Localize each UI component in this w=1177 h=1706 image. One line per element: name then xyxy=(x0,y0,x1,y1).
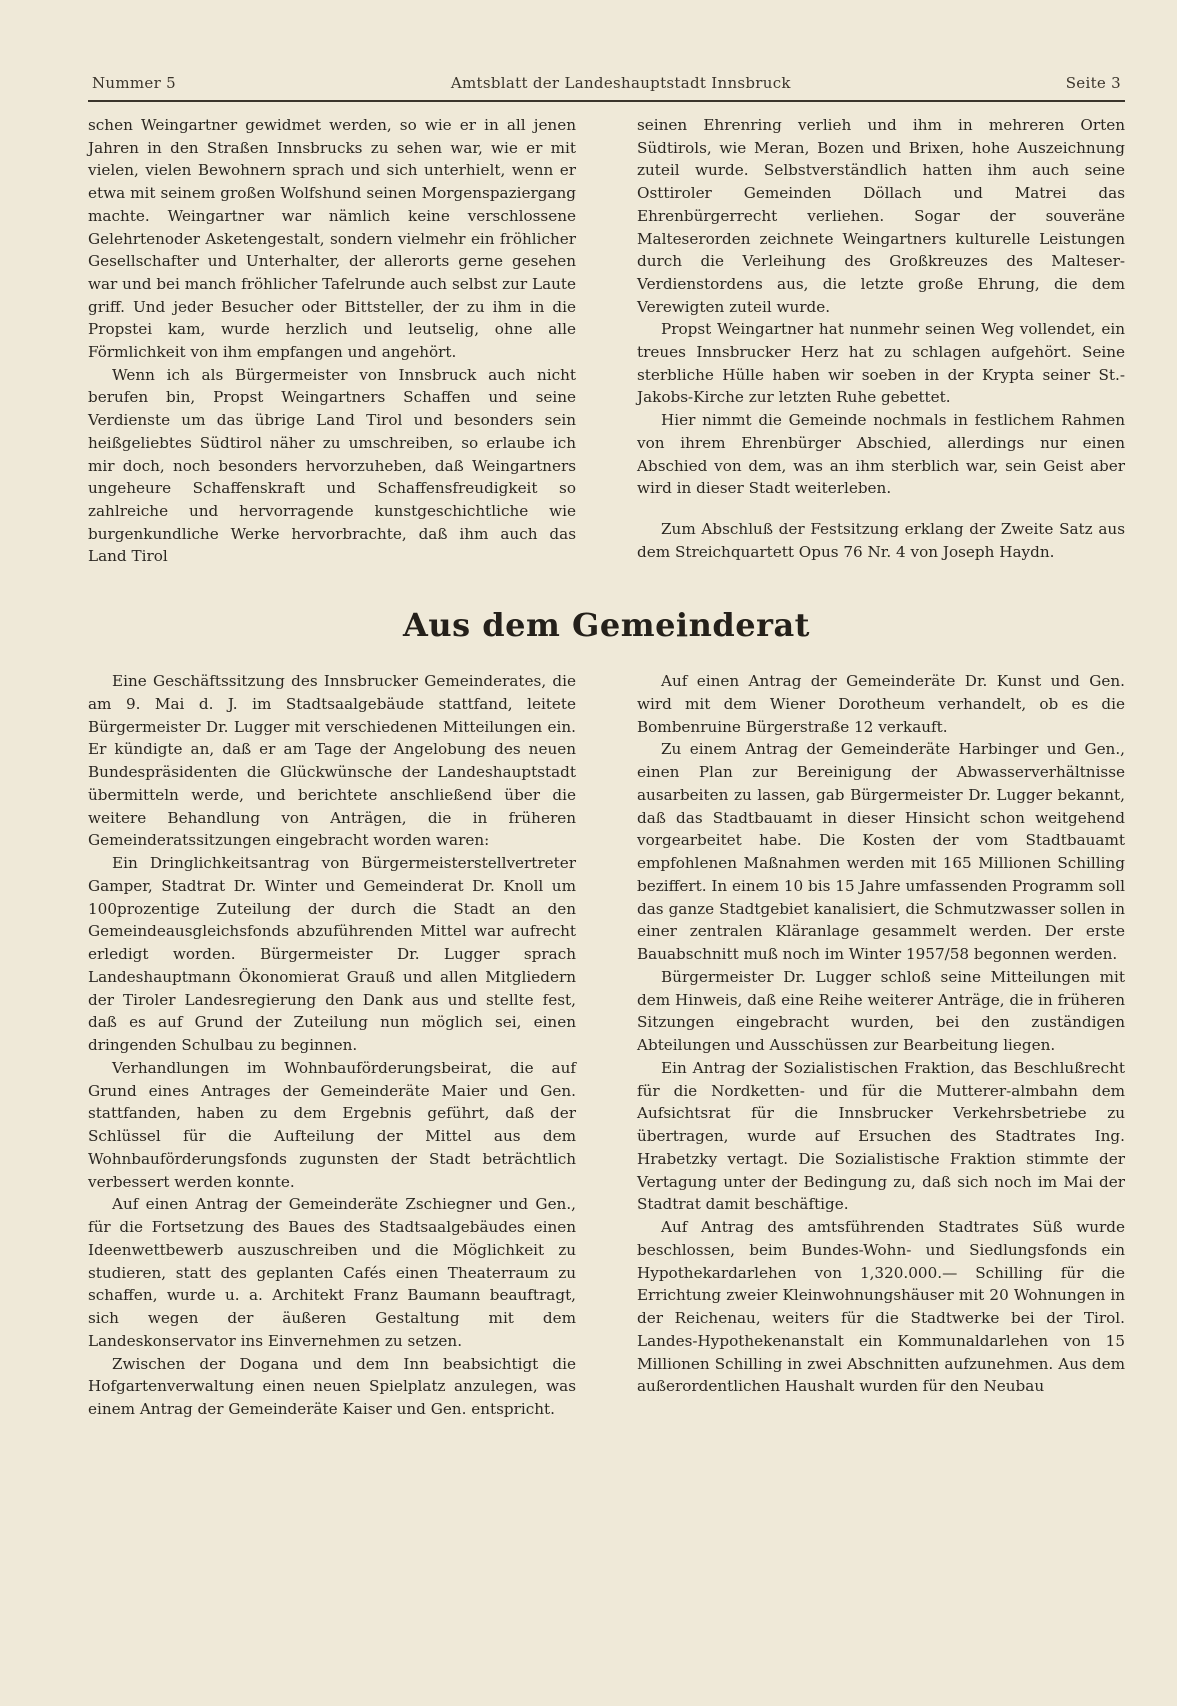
paragraph: Zwischen der Dogana und dem Inn beabsichtigt die Hofgartenverwaltung einen neuen Spielplatz anzulegen, was einem Antrag der Gemeinderäte Kaiser und Gen. entspricht. xyxy=(88,1354,576,1419)
paragraph: Eine Geschäftssitzung des Innsbrucker Gemeinderates, die am 9. Mai d. J. im Stadtsaalgebäude stattfand, leitete Bürgermeister Dr. Lugger mit verschiedenen Mitteilungen ein. Er kündigte an, daß er am Tage der Angelobung des neuen Bundespräsidenten die Glückwünsche der Landeshauptstadt übermitteln werde, und berichtete anschließend über die weitere Behandlung von Anträgen, die in früheren Gemeinderatssitzungen eingebracht worden waren: xyxy=(88,672,576,850)
paragraph: Ein Antrag der Sozialistischen Fraktion, das Beschlußrecht für die Nordketten- und für die Mutterer-almbahn dem Aufsichtsrat für die Innsbrucker Verkehrsbetriebe zu übertragen, wurde auf Ersuchen des Stadtrates Ing. Hrabetzky vertagt. Die Sozialistische Fraktion stimmte der Vertagung unter der Bedingung zu, daß sich noch im Mai der Stadtrat damit beschäftige. xyxy=(637,1058,1125,1214)
publication-title: Amtsblatt der Landeshauptstadt Innsbruck xyxy=(450,74,791,92)
top-article xyxy=(88,114,1125,568)
paragraph: Wenn ich als Bürgermeister von Innsbruck auch nicht berufen bin, Propst Weingartners Schaffen und seine Verdienste um das übrige Land Tirol und besonders sein heißgeliebtes Südtirol näher zu umschreiben, so erlaube ich mir doch, noch besonders hervorzuheben, daß Weingartners ungeheure Schaffenskraft und Schaffensfreudigkeit so zahlreiche und hervorragende kunstgeschichtliche wie burgenkundliche Werke hervorbrachte, daß ihm auch das Land Tirol xyxy=(88,365,576,566)
section-title: Aus dem Gemeinderat xyxy=(403,606,810,645)
issue-number: Nummer 5 xyxy=(92,74,176,92)
paragraph: Auf einen Antrag der Gemeinderäte Dr. Kunst und Gen. wird mit dem Wiener Dorotheum verhandelt, ob es die Bombenruine Bürgerstraße 12 verkauft. xyxy=(637,672,1125,736)
paragraph: Propst Weingartner hat nunmehr seinen Weg vollendet, ein treues Innsbrucker Herz hat zu schlagen aufgehört. Seine sterbliche Hülle haben wir soeben in der Krypta seiner St.-Jakobs-Kirche zur letzten Ruhe gebettet. xyxy=(637,320,1125,407)
bottom-right-column xyxy=(637,670,1125,1421)
top-left-column xyxy=(88,114,576,568)
bottom-left-column xyxy=(88,670,576,1421)
paragraph: Zu einem Antrag der Gemeinderäte Harbinger und Gen., einen Plan zur Bereinigung der Abwasserverhältnisse ausarbeiten zu lassen, gab Bürgermeister Dr. Lugger bekannt, daß das Stadtbauamt in dieser Hinsicht schon weitgehend vorgearbeitet habe. Die Kosten der vom Stadtbauamt empfohlenen Maßnahmen werden mit 165 Millionen Schilling beziffert. In einem 10 bis 15 Jahre umfassenden Programm soll das ganze Stadtgebiet kanalisiert, die Schmutzwasser sollen in einer zentralen Kläranlage gesammelt werden. Der erste Bauabschnitt muß noch im Winter 1957/58 begonnen werden. xyxy=(637,740,1125,964)
paragraph: schen Weingartner gewidmet werden, so wie er in all jenen Jahren in den Straßen Innsbrucks zu sehen war, wie er mit vielen, vielen Bewohnern sprach und sich unterhielt, wenn er etwa mit seinem großen Wolfshund seinen Morgenspaziergang machte. Weingartner war nämlich keine verschlossene Gelehrtenoder Asketengestalt, sondern vielmehr ein fröhlicher Gesellschafter und Unterhalter, der allerorts gerne gesehen war und bei manch fröhlicher Tafelrunde auch selbst zur Laute griff. Und jeder Besucher oder Bittsteller, der zu ihm in die Propstei kam, wurde herzlich und leutselig, ohne alle Förmlichkeit von ihm empfangen und angehört. xyxy=(88,116,576,362)
header-rule xyxy=(88,100,1125,102)
page-header xyxy=(88,74,1125,100)
page-number: Seite 3 xyxy=(1065,74,1121,92)
paragraph: Hier nimmt die Gemeinde nochmals in festlichem Rahmen von ihrem Ehrenbürger Abschied, allerdings nur einen Abschied von dem, was an ihm sterblich war, sein Geist aber wird in dieser Stadt weiterleben. xyxy=(637,411,1125,498)
paragraph: Auf Antrag des amtsführenden Stadtrates Süß wurde beschlossen, beim Bundes-Wohn- und Siedlungsfonds ein Hypothekardarlehen von 1,320.000.— Schilling für die Errichtung zweier Kleinwohnungshäuser mit 20 Wohnungen in der Reichenau, weiters für die Stadtwerke bei der Tirol. Landes-Hypothekenanstalt ein Kommunaldarlehen von 15 Millionen Schilling in zwei Abschnitten aufzunehmen. Aus dem außerordentlichen Haushalt wurden für den Neubau xyxy=(637,1218,1125,1396)
top-right-column xyxy=(637,114,1125,568)
paragraph: Zum Abschluß der Festsitzung erklang der Zweite Satz aus dem Streichquartett Opus 76 Nr. 4 von Joseph Haydn. xyxy=(637,519,1125,561)
paragraph: Ein Dringlichkeitsantrag von Bürgermeisterstellvertreter Gamper, Stadtrat Dr. Winter und Gemeinderat Dr. Knoll um 100prozentige Zuteilung der durch die Stadt an den Gemeindeausgleichsfonds abzuführenden Mittel war aufrecht erledigt worden. Bürgermeister Dr. Lugger sprach Landeshauptmann Ökonomierat Grauß und allen Mitgliedern der Tiroler Landesregierung den Dank aus und stellte fest, daß es auf Grund der Zuteilung nun möglich sei, einen dringenden Schulbau zu beginnen. xyxy=(88,854,576,1055)
council-article xyxy=(88,670,1125,1421)
paragraph: Verhandlungen im Wohnbauförderungsbeirat, die auf Grund eines Antrages der Gemeinderäte Maier und Gen. stattfanden, haben zu dem Ergebnis geführt, daß der Schlüssel für die Aufteilung der Mittel aus dem Wohnbauförderungsfonds zugunsten der Stadt beträchtlich verbessert werden konnte. xyxy=(88,1058,576,1191)
paragraph: Bürgermeister Dr. Lugger schloß seine Mitteilungen mit dem Hinweis, daß eine Reihe weiterer Anträge, die in früheren Sitzungen eingebracht wurden, bei den zuständigen Abteilungen und Ausschüssen zur Bearbeitung liegen. xyxy=(637,967,1125,1055)
paragraph: seinen Ehrenring verlieh und ihm in mehreren Orten Südtirols, wie Meran, Bozen und Brixen, hohe Auszeichnung zuteil wurde. Selbstverständlich hatten ihm auch seine Osttiroler Gemeinden Döllach und Matrei das Ehrenbürgerrecht verliehen. Sogar der souveräne Malteserorden zeichnete Weingartners kulturelle Leistungen durch die Verleihung des Großkreuzes des Malteser-Verdienstordens aus, die letzte große Ehrung, die dem Verewigten zuteil wurde. xyxy=(637,116,1125,316)
paragraph: Auf einen Antrag der Gemeinderäte Zschiegner und Gen., für die Fortsetzung des Baues des Stadtsaalgebäudes einen Ideenwettbewerb auszuschreiben und die Möglichkeit zu studieren, statt des geplanten Cafés einen Theaterraum zu schaffen, wurde u. a. Architekt Franz Baumann beauftragt, sich wegen der äußeren Gestaltung mit dem Landeskonservator ins Einvernehmen zu setzen. xyxy=(88,1195,576,1350)
